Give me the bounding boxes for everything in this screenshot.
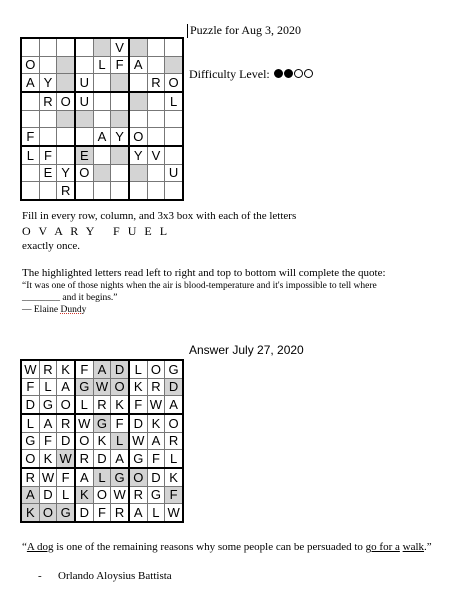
answer-cell: W — [147, 396, 165, 414]
puzzle-row — [21, 92, 183, 110]
quote-line-2 — [22, 293, 118, 303]
filled-dot-icon — [284, 69, 293, 78]
answer-cell: R — [111, 504, 129, 522]
answer-cell: F — [165, 486, 183, 504]
answer-cell: L — [165, 450, 183, 468]
answer-cell: F — [75, 360, 93, 378]
puzzle-title: Puzzle for Aug 3, 2020 — [190, 23, 301, 37]
puzzle-cell — [111, 110, 129, 128]
answer-cell: O — [165, 414, 183, 432]
answer-cell: W — [75, 414, 93, 432]
puzzle-cell — [93, 38, 111, 56]
answer-cell: O — [21, 450, 39, 468]
puzzle-cell: E — [75, 146, 93, 164]
puzzle-cell — [21, 110, 39, 128]
answer-cell: A — [111, 450, 129, 468]
answer-cell: K — [39, 450, 57, 468]
answer-cell: D — [111, 360, 129, 378]
puzzle-cell — [57, 146, 75, 164]
puzzle-cell — [129, 38, 147, 56]
puzzle-cell: U — [165, 164, 183, 182]
puzzle-row — [21, 146, 183, 164]
puzzle-cell: O — [75, 164, 93, 182]
puzzle-cell — [57, 74, 75, 92]
answer-cell: O — [129, 468, 147, 486]
answer-cell: O — [75, 432, 93, 450]
puzzle-cell: R — [39, 92, 57, 110]
answer-attribution: Orlando Aloysius Battista — [58, 570, 172, 582]
difficulty-label: Difficulty Level: — [189, 67, 270, 81]
puzzle-cell — [93, 92, 111, 110]
puzzle-cell: O — [21, 56, 39, 74]
text-cursor — [187, 24, 188, 38]
answer-cell: W — [21, 360, 39, 378]
puzzle-cell: Y — [111, 128, 129, 146]
puzzle-row — [21, 164, 183, 182]
puzzle-cell — [21, 92, 39, 110]
answer-cell: R — [75, 450, 93, 468]
answer-cell: L — [21, 414, 39, 432]
puzzle-cell — [111, 92, 129, 110]
quote-intro: The highlighted letters read left to right and top to bottom will complete the quote: — [22, 267, 386, 279]
answer-cell: A — [21, 486, 39, 504]
answer-cell: F — [57, 468, 75, 486]
puzzle-cell — [57, 128, 75, 146]
answer-row — [21, 486, 183, 504]
puzzle-cell — [39, 56, 57, 74]
answer-quote-underlined-3: walk — [402, 541, 425, 553]
answer-cell: A — [75, 468, 93, 486]
puzzle-cell: O — [57, 92, 75, 110]
answer-cell: R — [165, 432, 183, 450]
puzzle-cell: Y — [129, 146, 147, 164]
puzzle-cell — [111, 164, 129, 182]
attribution-name: Dundy — [60, 305, 87, 315]
puzzle-row — [21, 74, 183, 92]
puzzle-cell — [165, 38, 183, 56]
answer-cell: D — [129, 414, 147, 432]
answer-cell: D — [75, 504, 93, 522]
answer-cell: A — [93, 360, 111, 378]
quote-line-1: “It was one of those nights when the air is blood-temperature and it's impossible to tell where — [22, 281, 377, 291]
answer-cell: O — [57, 396, 75, 414]
difficulty-dots — [273, 67, 313, 81]
puzzle-cell — [39, 128, 57, 146]
answer-cell: K — [57, 360, 75, 378]
puzzle-cell — [21, 182, 39, 200]
quote-blank: ________ — [22, 293, 60, 303]
puzzle-cell — [57, 38, 75, 56]
puzzle-cell: Y — [39, 74, 57, 92]
puzzle-grid — [20, 37, 184, 201]
answer-cell: L — [75, 396, 93, 414]
puzzle-cell — [147, 164, 165, 182]
quote-open-mark: “ — [22, 541, 27, 553]
puzzle-cell — [39, 182, 57, 200]
puzzle-cell — [93, 164, 111, 182]
puzzle-cell — [93, 146, 111, 164]
answer-cell: O — [147, 360, 165, 378]
answer-cell: L — [129, 360, 147, 378]
puzzle-cell — [129, 74, 147, 92]
answer-cell: A — [165, 396, 183, 414]
filled-dot-icon — [274, 69, 283, 78]
answer-row — [21, 504, 183, 522]
answer-cell: D — [57, 432, 75, 450]
puzzle-cell: V — [147, 146, 165, 164]
answer-cell: L — [111, 432, 129, 450]
answer-cell: W — [57, 450, 75, 468]
puzzle-cell — [93, 110, 111, 128]
puzzle-cell — [165, 128, 183, 146]
answer-row — [21, 468, 183, 486]
answer-cell: F — [93, 504, 111, 522]
puzzle-cell: F — [111, 56, 129, 74]
answer-cell: K — [75, 486, 93, 504]
puzzle-cell — [57, 110, 75, 128]
answer-row — [21, 396, 183, 414]
puzzle-cell — [147, 56, 165, 74]
answer-cell: R — [93, 396, 111, 414]
puzzle-row — [21, 128, 183, 146]
answer-cell: W — [39, 468, 57, 486]
quote-close-mark: .” — [424, 541, 432, 553]
answer-cell: K — [129, 378, 147, 396]
empty-dot-icon — [294, 69, 303, 78]
puzzle-cell: R — [147, 74, 165, 92]
puzzle-cell — [147, 128, 165, 146]
puzzle-cell — [93, 182, 111, 200]
answer-cell: A — [147, 432, 165, 450]
puzzle-row — [21, 56, 183, 74]
puzzle-cell: R — [57, 182, 75, 200]
puzzle-cell: U — [75, 92, 93, 110]
puzzle-cell — [147, 92, 165, 110]
quote-line-2-text: and it begins.” — [60, 293, 118, 303]
answer-cell: A — [57, 378, 75, 396]
puzzle-cell: A — [93, 128, 111, 146]
puzzle-row — [21, 110, 183, 128]
instructions-line-1: Fill in every row, column, and 3x3 box with each of the letters — [22, 210, 297, 222]
puzzle-cell — [21, 38, 39, 56]
difficulty-indicator — [189, 67, 313, 82]
answer-cell: G — [39, 396, 57, 414]
answer-cell: F — [147, 450, 165, 468]
puzzle-cell — [129, 164, 147, 182]
puzzle-cell — [129, 92, 147, 110]
puzzle-cell: U — [75, 74, 93, 92]
answer-cell: G — [165, 360, 183, 378]
puzzle-cell — [129, 110, 147, 128]
puzzle-cell: L — [21, 146, 39, 164]
puzzle-cell — [147, 182, 165, 200]
answer-cell: G — [111, 468, 129, 486]
answer-cell: K — [111, 396, 129, 414]
puzzle-letters: O V A R Y F U E L — [22, 224, 170, 238]
puzzle-cell — [147, 38, 165, 56]
puzzle-cell — [57, 56, 75, 74]
answer-cell: F — [111, 414, 129, 432]
answer-cell: A — [129, 504, 147, 522]
puzzle-cell: L — [165, 92, 183, 110]
attribution-prefix: — Elaine — [22, 305, 61, 315]
puzzle-row — [21, 182, 183, 200]
answer-cell: F — [129, 396, 147, 414]
puzzle-cell — [39, 38, 57, 56]
puzzle-cell — [165, 110, 183, 128]
puzzle-cell — [111, 74, 129, 92]
puzzle-cell: O — [165, 74, 183, 92]
puzzle-cell: F — [21, 128, 39, 146]
puzzle-cell — [21, 164, 39, 182]
puzzle-cell — [75, 110, 93, 128]
puzzle-cell — [129, 182, 147, 200]
puzzle-cell: F — [39, 146, 57, 164]
puzzle-cell — [147, 110, 165, 128]
puzzle-cell — [39, 110, 57, 128]
puzzle-cell — [165, 56, 183, 74]
answer-cell: D — [39, 486, 57, 504]
puzzle-cell: O — [129, 128, 147, 146]
answer-row — [21, 432, 183, 450]
answer-cell: D — [165, 378, 183, 396]
puzzle-cell — [75, 56, 93, 74]
answer-row — [21, 450, 183, 468]
answer-cell: L — [57, 486, 75, 504]
answer-cell: D — [21, 396, 39, 414]
answer-cell: R — [147, 378, 165, 396]
answer-cell: F — [21, 378, 39, 396]
answer-cell: R — [129, 486, 147, 504]
puzzle-cell: E — [39, 164, 57, 182]
answer-quote-underlined-2: go for a — [365, 541, 400, 553]
puzzle-cell — [75, 38, 93, 56]
answer-cell: G — [147, 486, 165, 504]
answer-cell: G — [21, 432, 39, 450]
answer-quote-underlined-1: A dog — [26, 541, 54, 553]
puzzle-cell — [165, 182, 183, 200]
puzzle-cell — [111, 182, 129, 200]
answer-cell: W — [165, 504, 183, 522]
answer-cell: O — [93, 486, 111, 504]
puzzle-row — [21, 38, 183, 56]
instructions-line-3: exactly once. — [22, 240, 81, 252]
puzzle-cell: L — [93, 56, 111, 74]
answer-grid — [20, 359, 184, 523]
answer-cell: K — [165, 468, 183, 486]
answer-cell: G — [75, 378, 93, 396]
answer-cell: A — [39, 414, 57, 432]
answer-cell: K — [147, 414, 165, 432]
answer-cell: R — [21, 468, 39, 486]
answer-cell: F — [39, 432, 57, 450]
answer-cell: L — [39, 378, 57, 396]
answer-attribution-dash: - — [38, 570, 42, 582]
puzzle-cell — [111, 146, 129, 164]
answer-cell: G — [129, 450, 147, 468]
answer-cell: L — [93, 468, 111, 486]
answer-cell: R — [39, 360, 57, 378]
answer-quote-middle: is one of the remaining reasons why some people can be persuaded to — [53, 541, 366, 553]
puzzle-cell: A — [129, 56, 147, 74]
answer-cell: G — [93, 414, 111, 432]
puzzle-cell — [75, 182, 93, 200]
answer-cell: L — [147, 504, 165, 522]
quote-attribution — [22, 305, 86, 315]
answer-title: Answer July 27, 2020 — [189, 343, 304, 357]
puzzle-cell — [93, 74, 111, 92]
answer-cell: D — [93, 450, 111, 468]
puzzle-cell — [165, 146, 183, 164]
answer-row — [21, 378, 183, 396]
answer-cell: D — [147, 468, 165, 486]
answer-cell: O — [39, 504, 57, 522]
answer-cell: O — [111, 378, 129, 396]
answer-cell: W — [129, 432, 147, 450]
puzzle-cell — [75, 128, 93, 146]
answer-cell: R — [57, 414, 75, 432]
answer-cell: K — [93, 432, 111, 450]
answer-cell: K — [21, 504, 39, 522]
answer-row — [21, 414, 183, 432]
puzzle-cell: A — [21, 74, 39, 92]
answer-row — [21, 360, 183, 378]
puzzle-cell: Y — [57, 164, 75, 182]
empty-dot-icon — [304, 69, 313, 78]
puzzle-cell: V — [111, 38, 129, 56]
answer-quote — [22, 540, 432, 554]
answer-cell: W — [111, 486, 129, 504]
answer-cell: W — [93, 378, 111, 396]
answer-cell: G — [57, 504, 75, 522]
